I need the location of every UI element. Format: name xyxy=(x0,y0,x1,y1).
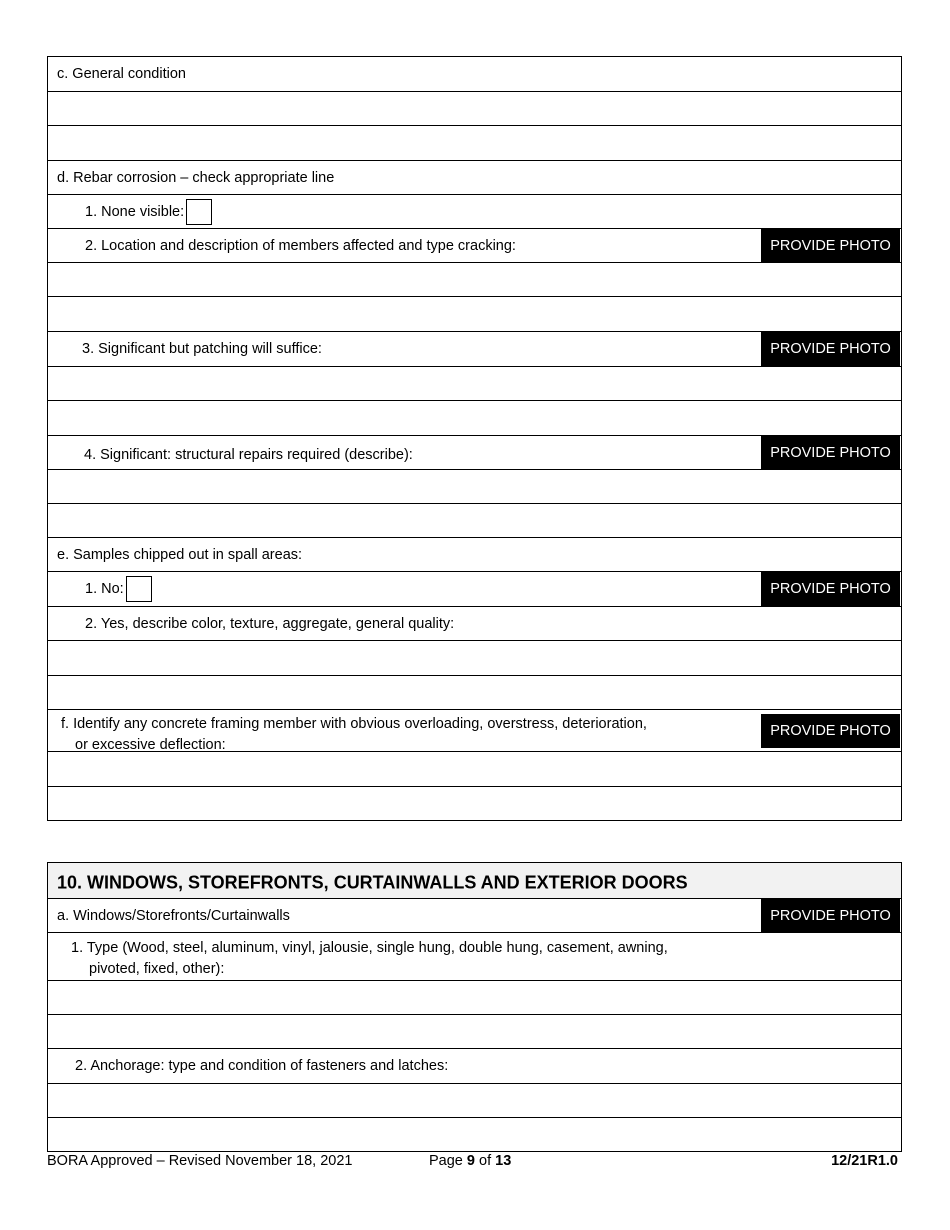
row-e-label xyxy=(48,537,901,571)
section9-table xyxy=(47,56,902,821)
provide-photo-button-f[interactable]: PROVIDE PHOTO xyxy=(761,714,900,748)
f-label-line-1: f. Identify any concrete framing member with obvious overloading, overstress, deterioration, xyxy=(61,716,647,732)
provide-photo-button-d3[interactable]: PROVIDE PHOTO xyxy=(761,332,900,366)
d3-answer-line-1[interactable] xyxy=(48,366,901,400)
d2-answer-line-2[interactable] xyxy=(48,296,901,331)
f-label-line-2: or excessive deflection: xyxy=(75,737,226,753)
footer-page-number xyxy=(429,1153,511,1169)
footer-page-current: 9 xyxy=(466,1153,475,1169)
e-label: e. Samples chipped out in spall areas: xyxy=(57,546,303,563)
row-d3 xyxy=(48,331,901,366)
row-a-label xyxy=(48,898,901,932)
c-answer-line-2[interactable] xyxy=(48,125,901,160)
d4-answer-line-2[interactable] xyxy=(48,503,901,537)
row-a1 xyxy=(48,932,901,980)
d2-label: 2. Location and description of members affected and type cracking: xyxy=(85,237,516,254)
c-label: c. General condition xyxy=(57,66,186,82)
f-answer-line-1[interactable] xyxy=(48,751,901,786)
d1-wrapper xyxy=(85,199,212,225)
a-label: a. Windows/Storefronts/Curtainwalls xyxy=(57,907,290,924)
footer-page-total: 13 xyxy=(495,1153,512,1169)
row-d4 xyxy=(48,435,901,469)
a2-answer-line-1[interactable] xyxy=(48,1083,901,1117)
row-e2 xyxy=(48,606,901,640)
d4-answer-line-1[interactable] xyxy=(48,469,901,503)
c-answer-line-1[interactable] xyxy=(48,91,901,125)
row-f xyxy=(48,709,901,751)
a2-label: 2. Anchorage: type and condition of fasteners and latches: xyxy=(75,1058,449,1074)
d4-label: 4. Significant: structural repairs required (describe): xyxy=(84,447,413,464)
d2-answer-line-1[interactable] xyxy=(48,262,901,296)
none-visible-checkbox[interactable] xyxy=(186,199,212,225)
footer-page-prefix: Page xyxy=(429,1153,467,1169)
footer-approval: BORA Approved – Revised November 18, 2021 xyxy=(47,1153,353,1169)
row-d2 xyxy=(48,228,901,262)
provide-photo-button-d4[interactable]: PROVIDE PHOTO xyxy=(761,436,900,469)
f-answer-line-2[interactable] xyxy=(48,786,901,820)
e2-answer-line-1[interactable] xyxy=(48,640,901,675)
footer-page-of: of xyxy=(474,1153,496,1169)
row-d-label xyxy=(48,160,901,194)
provide-photo-button-d2[interactable]: PROVIDE PHOTO xyxy=(761,229,900,262)
e2-label: 2. Yes, describe color, texture, aggregate, general quality: xyxy=(85,615,455,632)
d3-answer-line-2[interactable] xyxy=(48,400,901,435)
provide-photo-button-a[interactable]: PROVIDE PHOTO xyxy=(761,899,900,932)
section10-header xyxy=(48,863,901,898)
row-e1 xyxy=(48,571,901,606)
provide-photo-button-e1[interactable]: PROVIDE PHOTO xyxy=(761,572,900,606)
a1-answer-line-1[interactable] xyxy=(48,980,901,1014)
d3-label: 3. Significant but patching will suffice: xyxy=(82,341,322,357)
page-footer xyxy=(47,1153,902,1173)
d1-label: 1. None visible: xyxy=(85,203,185,220)
e2-answer-line-2[interactable] xyxy=(48,675,901,709)
a1-answer-line-2[interactable] xyxy=(48,1014,901,1048)
row-a2 xyxy=(48,1048,901,1083)
a1-label-line-2: pivoted, fixed, other): xyxy=(89,961,225,977)
e1-wrapper xyxy=(85,576,152,602)
a2-answer-line-2[interactable] xyxy=(48,1117,901,1151)
d-label: d. Rebar corrosion – check appropriate line xyxy=(57,169,335,186)
a1-label xyxy=(71,938,668,980)
row-c-label xyxy=(48,57,901,91)
section10-title: 10. WINDOWS, STOREFRONTS, CURTAINWALLS AND EXTERIOR DOORS xyxy=(57,872,688,893)
section10-table xyxy=(47,862,902,1152)
e1-label: 1. No: xyxy=(85,580,124,597)
footer-revision: 12/21R1.0 xyxy=(831,1153,898,1169)
f-label xyxy=(61,714,647,756)
a1-label-line-1: 1. Type (Wood, steel, aluminum, vinyl, jalousie, single hung, double hung, casement, awning, xyxy=(71,940,668,956)
no-checkbox[interactable] xyxy=(126,576,152,602)
row-d1 xyxy=(48,194,901,228)
